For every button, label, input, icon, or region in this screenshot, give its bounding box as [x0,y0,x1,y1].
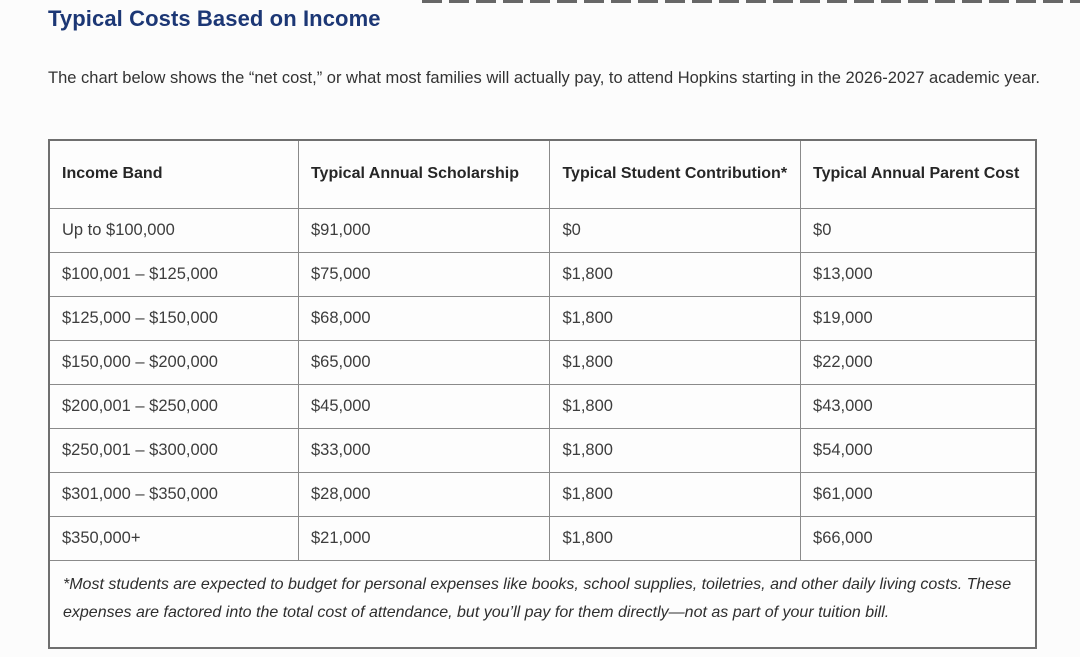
table-cell-scholarship: $45,000 [298,384,550,428]
table-row [49,252,1036,296]
table-cell-parent-cost: $0 [801,208,1036,252]
table-footnote-row [49,560,1036,648]
table-cell-scholarship: $65,000 [298,340,550,384]
table-cell-income-band: $250,001 – $300,000 [49,428,298,472]
table-cell-parent-cost: $61,000 [801,472,1036,516]
table-header-row [49,140,1036,208]
table-cell-student-contribution: $1,800 [550,428,801,472]
table-cell-student-contribution: $1,800 [550,252,801,296]
column-header-income-band: Income Band [49,140,298,208]
table-row [49,428,1036,472]
table-cell-income-band: $350,000+ [49,516,298,560]
table-cell-parent-cost: $19,000 [801,296,1036,340]
table-cell-scholarship: $75,000 [298,252,550,296]
table-cell-parent-cost: $43,000 [801,384,1036,428]
table-cell-parent-cost: $13,000 [801,252,1036,296]
table-cell-student-contribution: $1,800 [550,516,801,560]
table-cell-parent-cost: $54,000 [801,428,1036,472]
table-cell-student-contribution: $0 [550,208,801,252]
table-cell-income-band: $150,000 – $200,000 [49,340,298,384]
table-cell-income-band: Up to $100,000 [49,208,298,252]
cost-table [48,139,1037,649]
table-cell-scholarship: $28,000 [298,472,550,516]
column-header-annual-scholarship: Typical Annual Scholarship [298,140,550,208]
table-cell-parent-cost: $22,000 [801,340,1036,384]
table-cell-parent-cost: $66,000 [801,516,1036,560]
table-cell-student-contribution: $1,800 [550,384,801,428]
table-cell-income-band: $125,000 – $150,000 [49,296,298,340]
column-header-parent-cost: Typical Annual Parent Cost [801,140,1036,208]
table-cell-scholarship: $91,000 [298,208,550,252]
page-title: Typical Costs Based on Income [48,6,381,31]
table-cell-student-contribution: $1,800 [550,472,801,516]
table-cell-student-contribution: $1,800 [550,296,801,340]
table-cell-scholarship: $33,000 [298,428,550,472]
top-dashed-divider [422,0,1080,3]
table-row [49,472,1036,516]
table-row [49,516,1036,560]
intro-paragraph: The chart below shows the “net cost,” or what most families will actually pay, to attend Hopkins starting in the 2026-2027 academic year. [48,69,1041,87]
table-cell-income-band: $200,001 – $250,000 [49,384,298,428]
table-cell-scholarship: $21,000 [298,516,550,560]
table-row [49,384,1036,428]
column-header-student-contribution: Typical Student Contribution* [550,140,801,208]
table-cell-scholarship: $68,000 [298,296,550,340]
table-row [49,340,1036,384]
table-row [49,296,1036,340]
table-cell-income-band: $301,000 – $350,000 [49,472,298,516]
table-cell-income-band: $100,001 – $125,000 [49,252,298,296]
table-cell-student-contribution: $1,800 [550,340,801,384]
table-footnote: *Most students are expected to budget for personal expenses like books, school supplies, toiletries, and other daily living costs. These expenses are factored into the total cost of attendance, but you’ll pay for them directly—not as part of your tuition bill. [49,560,1036,648]
table-row [49,208,1036,252]
